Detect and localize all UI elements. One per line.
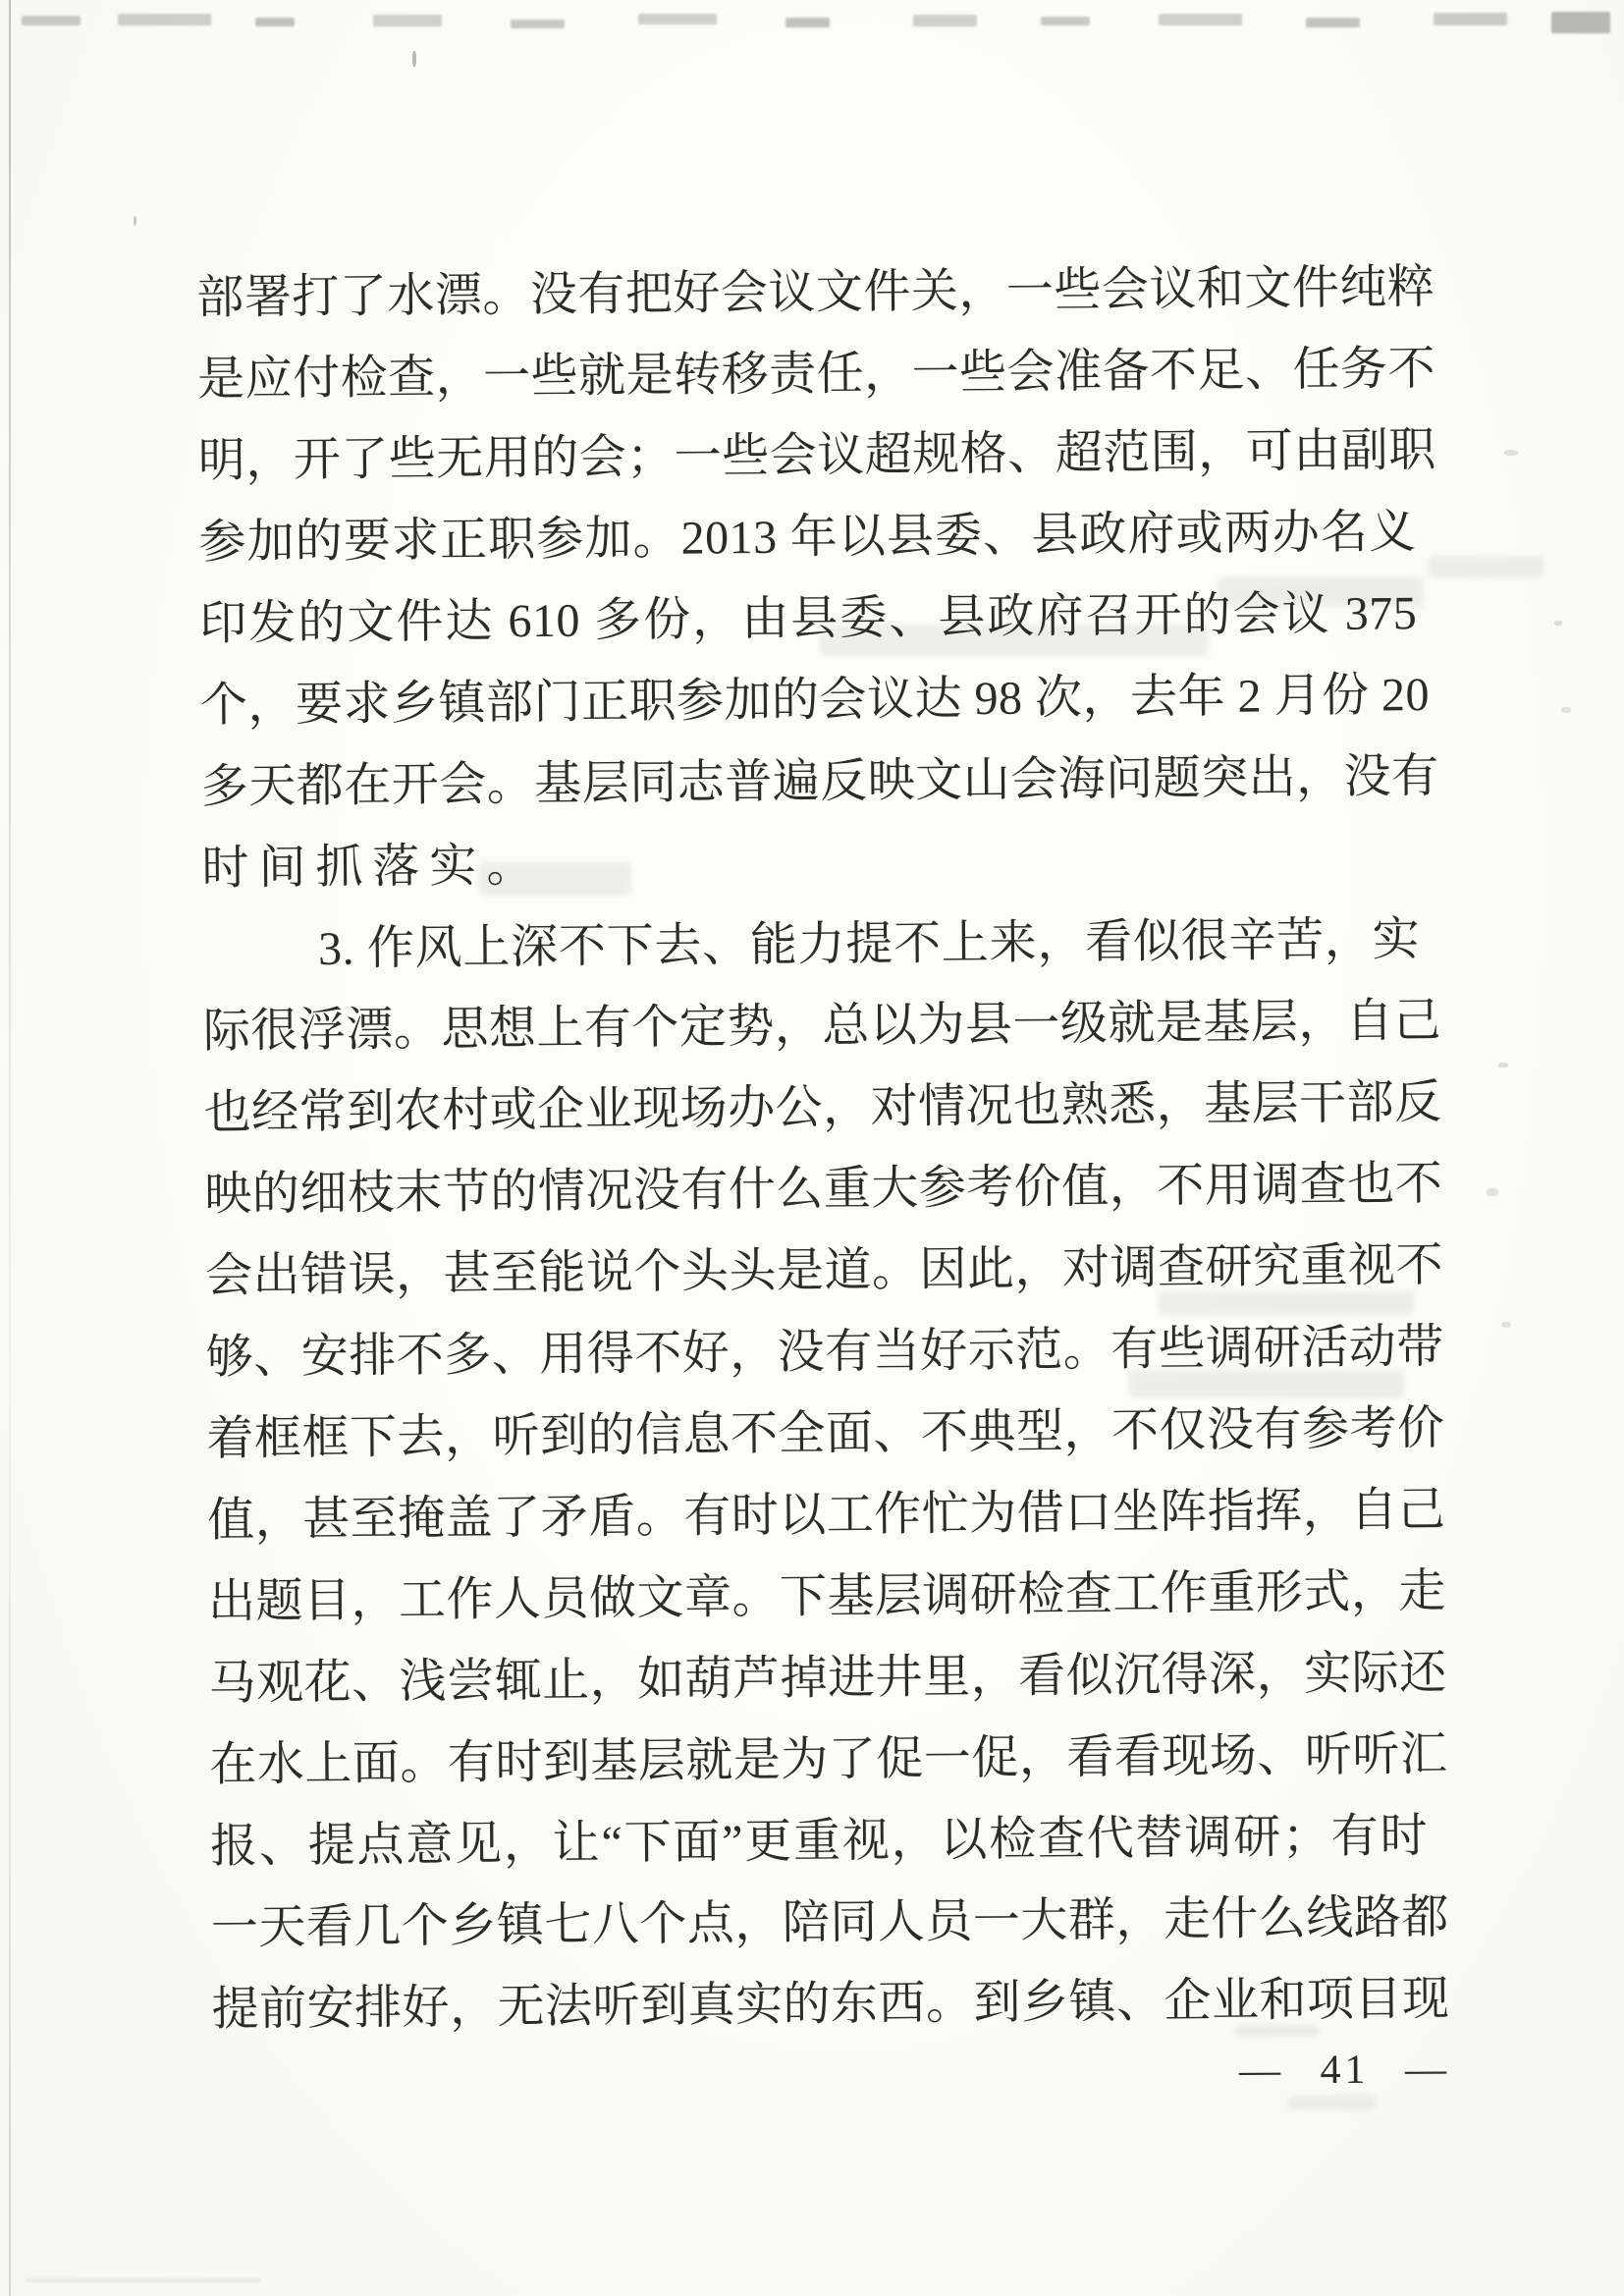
text-line: 时间抓落实。 [201, 839, 544, 895]
noise-mark [785, 18, 830, 27]
text-line: 印发的文件达 610 多份，由县委、县政府召开的会议 375 [199, 587, 1418, 650]
text-line: 也经常到农村或企业现场办公，对情况也熟悉，基层干部反 [203, 1075, 1442, 1139]
noise-mark [118, 14, 211, 26]
text-line: 明，开了些无用的会；一些会议超规格、超范围，可由副职 [197, 423, 1437, 487]
text-line: 提前安排好，无法听到真实的东西。到乡镇、企业和项目现 [211, 1972, 1450, 2036]
text-line: 在水上面。有时到基层就是为了促一促，看看现场、听听汇 [209, 1727, 1448, 1791]
noise-mark [638, 14, 717, 25]
speck-artifact [412, 51, 416, 67]
text-line: 出题目，工作人员做文章。下基层调研检查工作重形式，走 [207, 1564, 1447, 1628]
noise-mark [1551, 12, 1610, 33]
text-line: 马观花、浅尝辄止，如葫芦掉进井里，看似沉得深，实际还 [208, 1646, 1447, 1710]
text-line: 是应付检查，一些就是转移责任，一些会准备不足、任务不 [196, 342, 1436, 406]
noise-mark [1434, 13, 1507, 26]
text-line: 参加的要求正职参加。2013 年以县委、县政府或两办名义 [198, 506, 1417, 569]
text-line: 报、提点意见，让“下面”更重视，以检查代替调研；有时 [209, 1810, 1429, 1873]
noise-mark [255, 18, 295, 27]
scan-edge-artifact-bottom [26, 2278, 261, 2282]
text-line: 够、安排不多、用得不好，没有当好示范。有些调研活动带 [205, 1320, 1444, 1384]
noise-mark [22, 16, 81, 26]
noise-mark [1159, 14, 1242, 26]
page-number: — 41 — [1238, 2047, 1451, 2094]
text-line: 会出错误，甚至能说个头头是道。因此，对调查研究重视不 [204, 1238, 1444, 1302]
text-line: 一天看几个乡镇七八个点，陪同人员一大群，走什么线路都 [210, 1890, 1450, 1954]
document-body [196, 246, 1450, 2050]
speck-artifact [1504, 450, 1518, 456]
text-line: 着框框下去，听到的信息不全面、不典型，不仅没有参考价 [206, 1401, 1445, 1465]
text-line: 个，要求乡镇部门正职参加的会议达 98 次，去年 2 月份 20 [199, 669, 1431, 732]
speck-artifact [1501, 1322, 1511, 1328]
scan-edge-artifact [9, 0, 11, 2296]
text-line: 际很浮漂。思想上有个定势，总以为县一级就是基层，自己 [202, 994, 1442, 1058]
noise-mark [913, 15, 977, 27]
speck-artifact [1498, 1063, 1508, 1067]
text-line: 值，甚至掩盖了矛盾。有时以工作忙为借口坐阵指挥，自己 [206, 1483, 1446, 1547]
bleedthrough-artifact [1429, 556, 1544, 577]
paragraph-1 [196, 246, 1439, 909]
text-line: 映的细枝末节的情况没有什么重大参考价值，不用调查也不 [204, 1157, 1443, 1221]
noise-mark [1306, 18, 1360, 27]
speck-artifact [1487, 1188, 1498, 1196]
speck-artifact [1554, 621, 1562, 626]
text-line: 部署打了水漂。没有把好会议文件关，一些会议和文件纯粹 [196, 260, 1435, 324]
text-line: 3. 作风上深不下去、能力提不上来，看似很辛苦，实 [317, 913, 1421, 975]
text-line: 多天都在开会。基层同志普遍反映文山会海问题突出，没有 [200, 749, 1439, 813]
speck-artifact [1561, 707, 1571, 713]
noise-mark [1041, 17, 1090, 26]
noise-mark [511, 20, 565, 28]
noise-mark [373, 15, 442, 27]
paragraph-2 [202, 899, 1450, 2050]
speck-artifact [134, 216, 136, 226]
